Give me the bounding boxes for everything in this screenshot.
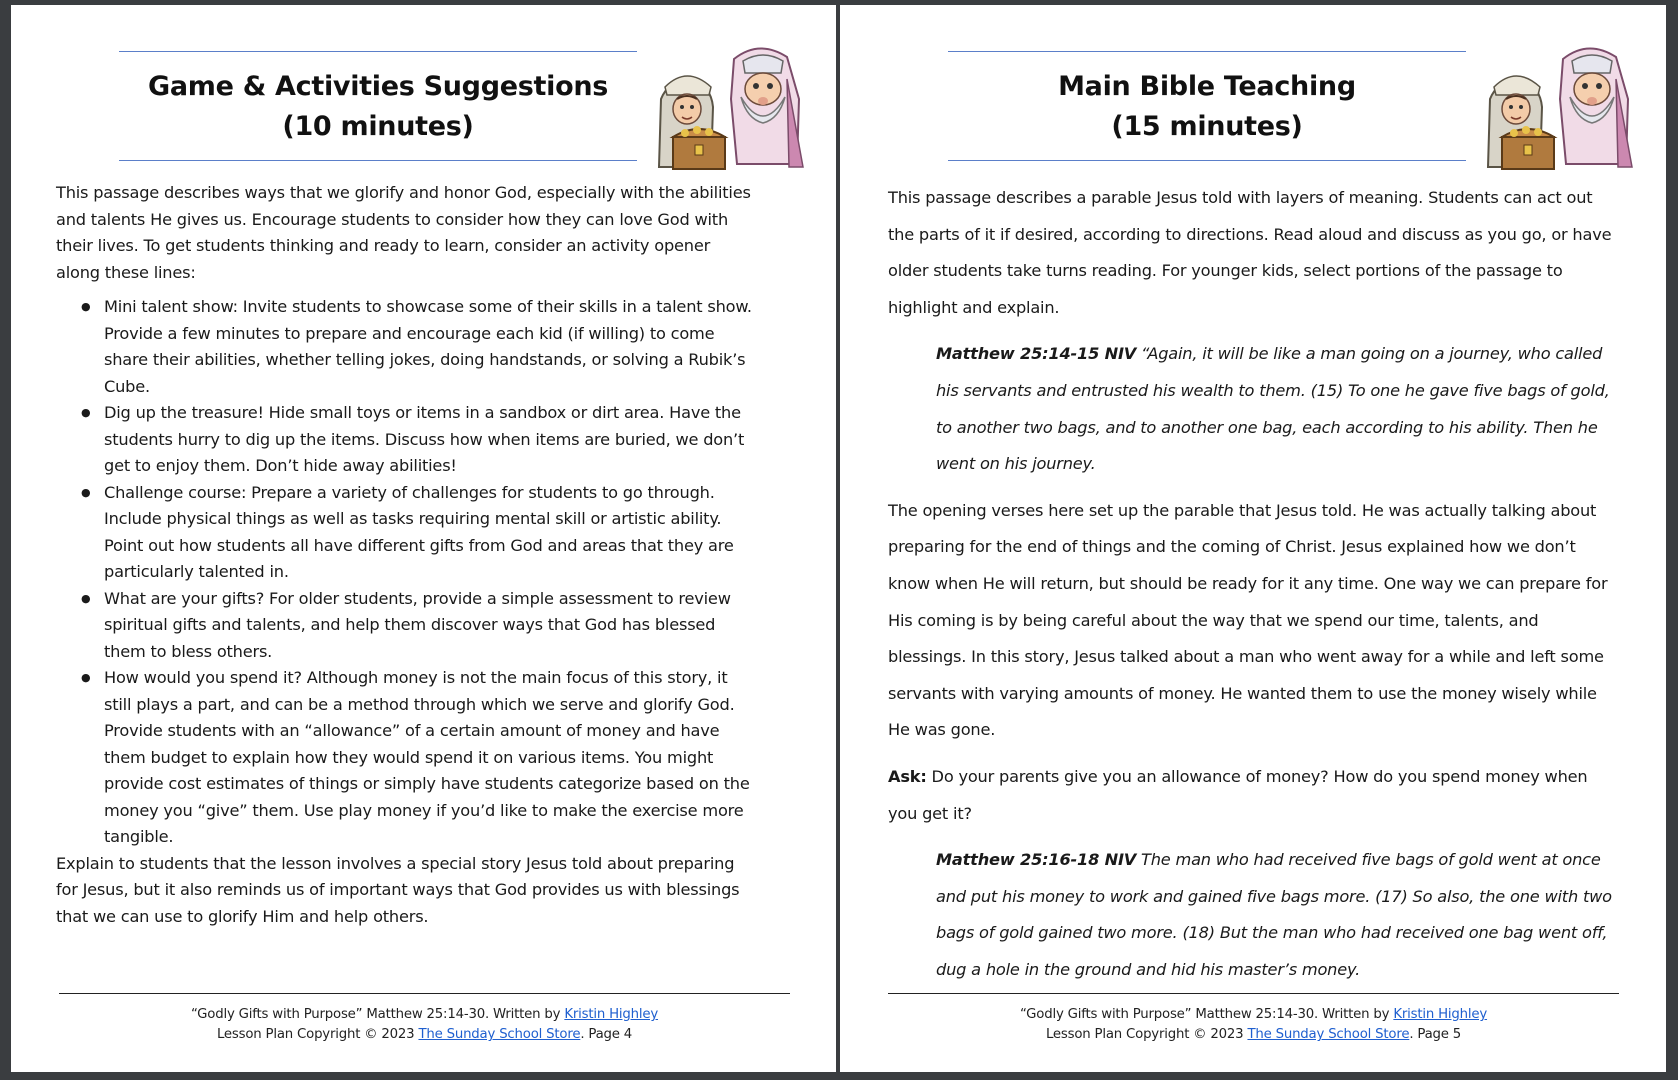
list-item: ● What are your gifts? For older students, provide a simple assessment to review spiritual gifts and talents, and help them discover ways that God has blessed them to bless others. bbox=[104, 586, 756, 666]
store-link[interactable]: The Sunday School Store bbox=[418, 1027, 581, 1042]
author-link[interactable]: Kristin Highley bbox=[564, 1007, 659, 1022]
footer-copyright: Lesson Plan Copyright © 2023 bbox=[216, 1027, 419, 1042]
intro-paragraph: This passage describes ways that we glorify and honor God, especially with the abilities and talents He gives us. Encourage students to consider how they can love God with their lives. To get students thinking and ready to learn, consider an activity opener along these lines: bbox=[56, 183, 751, 282]
list-item: ● Challenge course: Prepare a variety of challenges for students to go through. Include physical things as well as tasks requiring mental skill or artistic ability. Point out how students all have different gifts from God and areas that they are particularly talented in. bbox=[104, 480, 756, 586]
scripture-quote bbox=[936, 842, 1616, 988]
author-link[interactable]: Kristin Highley bbox=[1393, 1007, 1488, 1022]
scripture-reference: Matthew 25:14-15 NIV bbox=[936, 344, 1137, 364]
ask-paragraph bbox=[888, 759, 1616, 832]
title-line-1: Main Bible Teaching bbox=[1058, 71, 1356, 102]
page-number: . Page 4 bbox=[580, 1027, 633, 1042]
intro-paragraph: This passage describes a parable Jesus told with layers of meaning. Students can act out the parts of it if desired, according to directions. Read aloud and discuss as you go, or have older students take turns reading. For younger kids, select portions of the passage to highlight and explain. bbox=[888, 188, 1612, 317]
page-title bbox=[948, 67, 1466, 147]
servants-treasure-illustration bbox=[1468, 39, 1638, 179]
footer-line-1 bbox=[59, 1005, 790, 1025]
closing-paragraph: Explain to students that the lesson involves a special story Jesus told about preparing for Jesus, but it also reminds us of important ways that God provides us with blessings that we can use to glorify Him and help others. bbox=[56, 853, 740, 926]
scripture-reference: Matthew 25:16-18 NIV bbox=[936, 850, 1137, 870]
scripture-text: The man who had received five bags of gold went at once and put his money to work and gained five bags more. (17) So also, the one with two bags of gold gained two more. (18) But the man who had received one bag went off, dug a hole in the ground and hid his master’s money. bbox=[936, 850, 1612, 979]
footer-line-2 bbox=[59, 1025, 790, 1045]
title-line-1: Game & Activities Suggestions bbox=[147, 71, 609, 102]
scripture-quote bbox=[936, 336, 1616, 482]
ask-label: Ask: bbox=[888, 766, 927, 786]
servants-treasure-illustration bbox=[639, 39, 809, 179]
list-item: ● Dig up the treasure! Hide small toys or items in a sandbox or dirt area. Have the students hurry to dig up the items. Discuss how when items are buried, we don’t get to enjoy them. Don’t hide away abilities! bbox=[104, 400, 756, 480]
title-top-rule bbox=[119, 51, 637, 52]
activity-list bbox=[56, 294, 756, 851]
footer-credit: “Godly Gifts with Purpose” Matthew 25:14-30. Written by bbox=[1019, 1007, 1394, 1022]
footer-credit: “Godly Gifts with Purpose” Matthew 25:14-30. Written by bbox=[190, 1007, 565, 1022]
footer-copyright: Lesson Plan Copyright © 2023 bbox=[1045, 1027, 1248, 1042]
title-line-2: (15 minutes) bbox=[1111, 111, 1303, 142]
list-item: ● How would you spend it? Although money is not the main focus of this story, it still plays a part, and can be a method through which we serve and glorify God. Provide students with an “allowance” of a certain amount of money and have them budget to explain how they would spend it on various items. You might provide cost estimates of things or simply have students categorize based on the money you “give” them. Use play money if you’d like to make the exercise more tangible. bbox=[104, 665, 756, 851]
title-top-rule bbox=[948, 51, 1466, 52]
document-page-4 bbox=[11, 5, 836, 1072]
footer-line-2 bbox=[888, 1025, 1619, 1045]
page-number: . Page 5 bbox=[1409, 1027, 1462, 1042]
page-footer bbox=[888, 1005, 1619, 1045]
page-body bbox=[888, 180, 1616, 988]
title-line-2: (10 minutes) bbox=[282, 111, 474, 142]
ask-question: Do your parents give you an allowance of money? How do you spend money when you get it? bbox=[888, 766, 1588, 823]
page-footer bbox=[59, 1005, 790, 1045]
store-link[interactable]: The Sunday School Store bbox=[1247, 1027, 1410, 1042]
page-body bbox=[56, 180, 756, 930]
title-bottom-rule bbox=[119, 160, 637, 161]
footer-rule bbox=[888, 993, 1619, 994]
page-title bbox=[119, 67, 637, 147]
list-item: ● Mini talent show: Invite students to showcase some of their skills in a talent show. Provide a few minutes to prepare and encourage each kid (if willing) to come share their abilities, whether telling jokes, doing handstands, or solving a Rubik’s Cube. bbox=[104, 294, 756, 400]
document-page-5 bbox=[840, 5, 1666, 1072]
footer-rule bbox=[59, 993, 790, 994]
footer-line-1 bbox=[888, 1005, 1619, 1025]
explanation-paragraph: The opening verses here set up the parable that Jesus told. He was actually talking about preparing for the end of things and the coming of Christ. Jesus explained how we don’t know when He will return, but should be ready for it any time. One way we can prepare for His coming is by being careful about the way that we spend our time, talents, and blessings. In this story, Jesus talked about a man who went away for a while and left some servants with varying amounts of money. He wanted them to use the money wisely while He was gone. bbox=[888, 500, 1608, 740]
title-bottom-rule bbox=[948, 160, 1466, 161]
scripture-text: “Again, it will be like a man going on a journey, who called his servants and entrusted his wealth to them. (15) To one he gave five bags of gold, to another two bags, and to another one bag, each according to his ability. Then he went on his journey. bbox=[936, 344, 1610, 474]
